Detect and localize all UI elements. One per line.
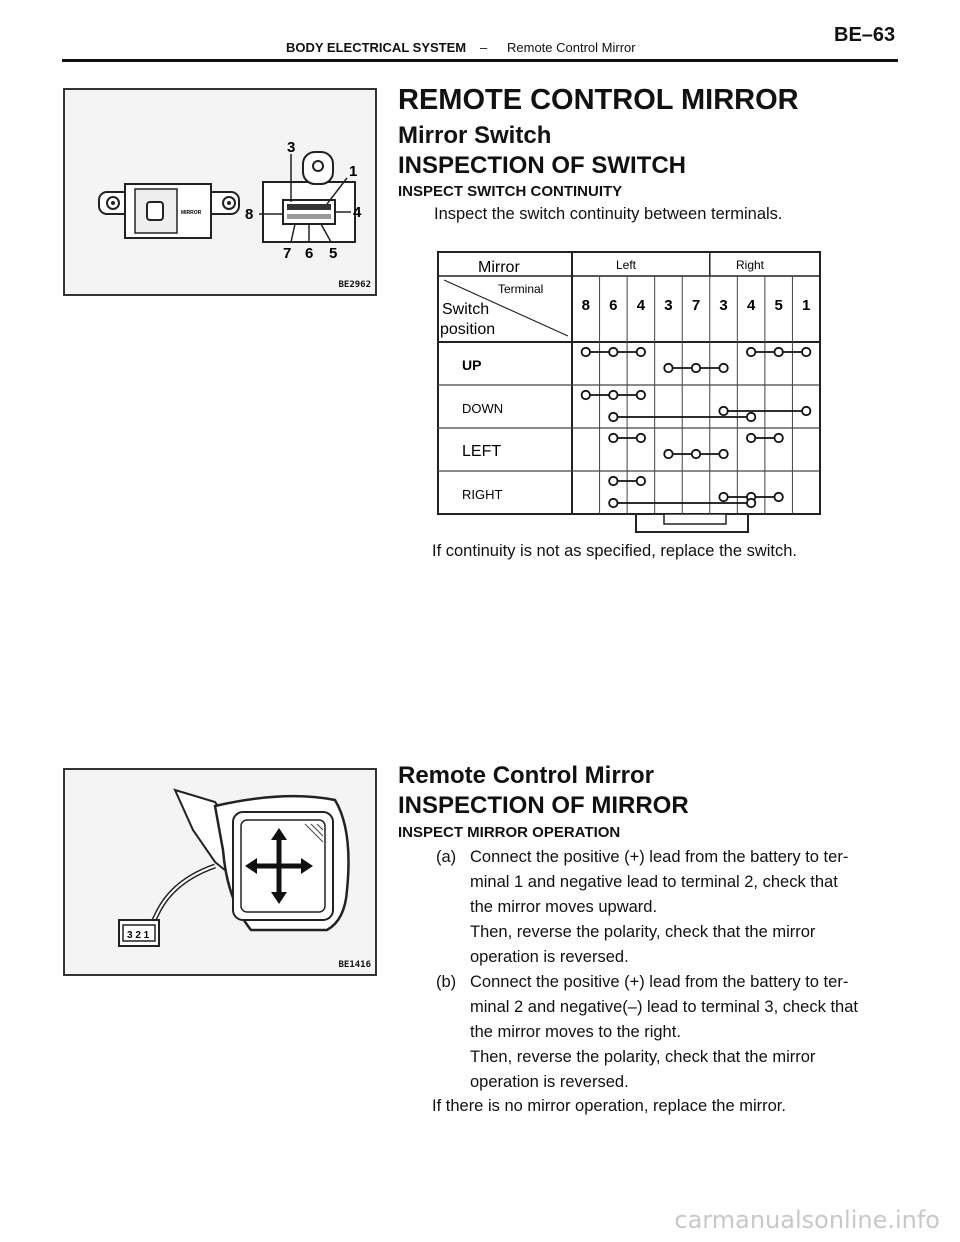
terminal-label-4: 4: [353, 204, 362, 221]
switch-note: If continuity is not as specified, replace the switch.: [432, 542, 798, 560]
link-node: [582, 391, 590, 399]
step-heading: INSPECT SWITCH CONTINUITY: [398, 183, 623, 200]
instruction-text: Inspect the switch continuity between terminals.: [434, 205, 783, 223]
link-node: [719, 450, 727, 458]
link-node: [747, 348, 755, 356]
item-line: the mirror moves to the right.: [470, 1023, 681, 1041]
item-line: Connect the positive (+) lead from the battery to ter-: [470, 848, 849, 866]
link-node: [802, 407, 810, 415]
corner-terminal-label: Terminal: [498, 282, 544, 296]
header-subsection: Remote Control Mirror: [507, 40, 636, 55]
link-node: [637, 391, 645, 399]
section-heading: INSPECTION OF SWITCH: [398, 152, 686, 179]
terminal-number: 3: [719, 297, 728, 314]
mirror-note: If there is no mirror operation, replace the mirror.: [432, 1097, 786, 1115]
item-line: minal 2 and negative(–) lead to terminal 3, check that: [470, 998, 858, 1016]
link-node: [609, 499, 617, 507]
link-node: [664, 450, 672, 458]
terminal-label-6: 6: [305, 245, 314, 262]
item-line: Then, reverse the polarity, check that the mirror: [470, 1048, 816, 1066]
section-heading: INSPECTION OF MIRROR: [398, 792, 689, 819]
link-node: [609, 391, 617, 399]
item-line: minal 1 and negative lead to terminal 2, check that: [470, 873, 838, 891]
corner-position-label: position: [440, 321, 496, 338]
section-subtitle: Remote Control Mirror: [398, 762, 655, 789]
terminal-number: 4: [746, 297, 756, 314]
item-line: Then, reverse the polarity, check that the mirror: [470, 923, 816, 941]
item-label: (a): [436, 848, 457, 866]
link-node: [719, 407, 727, 415]
continuity-table: [436, 250, 824, 540]
figure-code: BE1416: [338, 960, 371, 970]
header-section: BODY ELECTRICAL SYSTEM: [286, 40, 467, 55]
terminal-label-3: 3: [287, 139, 296, 156]
link-node: [747, 499, 755, 507]
item-text: [470, 845, 848, 970]
link-node: [637, 434, 645, 442]
link-node: [774, 348, 782, 356]
link-node: [609, 348, 617, 356]
header-separator: –: [480, 40, 488, 55]
switch-label: MIRROR: [181, 210, 202, 216]
link-node: [582, 348, 590, 356]
corner-mirror-label: Mirror: [478, 259, 520, 276]
link-node: [719, 364, 727, 372]
terminal-number: 8: [581, 297, 590, 314]
terminal-number: 4: [636, 297, 646, 314]
link-node: [609, 434, 617, 442]
page-number: BE–63: [834, 24, 896, 46]
item-line: operation is reversed.: [470, 1073, 629, 1091]
item-line: Connect the positive (+) lead from the battery to ter-: [470, 973, 849, 991]
terminal-number: 6: [609, 297, 618, 314]
terminal-number: 7: [691, 297, 701, 314]
row-label: UP: [462, 357, 482, 373]
link-node: [609, 413, 617, 421]
row-label: RIGHT: [462, 487, 503, 502]
corner-switch-label: Switch: [442, 301, 490, 318]
terminal-label-8: 8: [245, 206, 254, 223]
terminal-header: [582, 297, 811, 314]
link-node: [637, 477, 645, 485]
link-node: [719, 493, 727, 501]
terminal-label-5: 5: [329, 245, 338, 262]
item-line: operation is reversed.: [470, 948, 629, 966]
group-right-label: Right: [736, 258, 765, 272]
item-text: [470, 970, 858, 1095]
switch-drawing: [65, 90, 375, 294]
item-label: (b): [436, 973, 457, 991]
header-rule: [62, 59, 898, 62]
list-item: [436, 845, 876, 970]
list-item: [436, 970, 876, 1095]
link-node: [692, 364, 700, 372]
row-label: LEFT: [462, 443, 502, 460]
terminal-number: 1: [802, 297, 811, 314]
item-line: the mirror moves upward.: [470, 898, 658, 916]
link-node: [747, 413, 755, 421]
link-node: [609, 477, 617, 485]
terminal-label-1: 1: [349, 163, 358, 180]
procedure-list: [436, 845, 876, 1095]
row-label: DOWN: [462, 401, 504, 416]
terminal-number: 3: [664, 297, 673, 314]
group-left-label: Left: [616, 258, 637, 272]
terminal-label-7: 7: [283, 245, 292, 262]
link-node: [802, 348, 810, 356]
figure-code: BE2962: [338, 280, 371, 290]
page-title: REMOTE CONTROL MIRROR: [398, 84, 799, 116]
link-node: [692, 450, 700, 458]
watermark: carmanualsonline.info: [674, 1206, 940, 1234]
link-node: [637, 348, 645, 356]
mirror-figure: [63, 768, 377, 976]
switch-figure: [63, 88, 377, 296]
link-node: [664, 364, 672, 372]
table-tab-inner: [664, 514, 726, 524]
step-heading: INSPECT MIRROR OPERATION: [398, 824, 621, 841]
link-node: [747, 434, 755, 442]
table-frame: [438, 252, 820, 514]
mirror-drawing: [65, 770, 375, 974]
section-subtitle: Mirror Switch: [398, 122, 552, 149]
link-node: [774, 493, 782, 501]
connector-label: 3 2 1: [127, 930, 150, 941]
link-node: [774, 434, 782, 442]
terminal-number: 5: [774, 297, 783, 314]
